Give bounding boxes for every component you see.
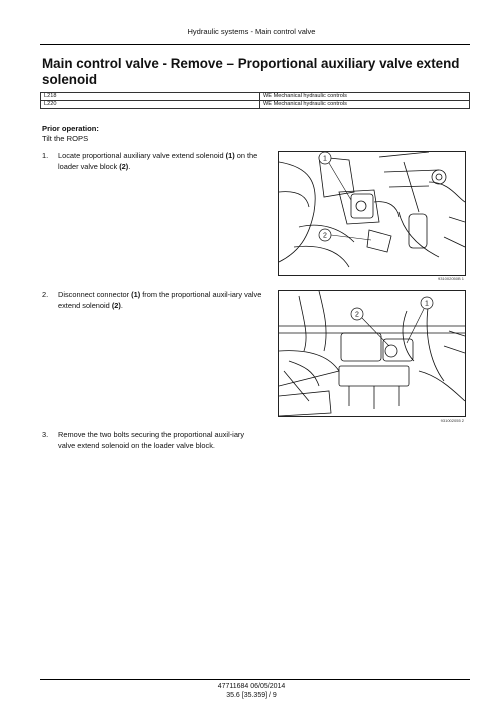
callout-1-label: 1 bbox=[323, 155, 327, 163]
step-number: 3. bbox=[42, 430, 49, 439]
callout-ref: (1) bbox=[131, 290, 141, 299]
callout-ref: (2) bbox=[111, 300, 121, 310]
page-title: Main control valve - Remove – Proportional auxiliary valve extend solenoid bbox=[42, 56, 460, 87]
callout-ref: (1) bbox=[225, 151, 235, 160]
model-cell: L218 bbox=[41, 93, 260, 101]
step-2 bbox=[42, 290, 267, 311]
callout-1-label: 1 bbox=[425, 300, 429, 308]
figure-2 bbox=[278, 290, 466, 417]
step-text: Remove the two bolts securing the proportional auxil-iary valve extend solenoid on the loader valve block. bbox=[58, 430, 245, 450]
step-number: 2. bbox=[42, 290, 49, 299]
step-text: . bbox=[128, 161, 131, 171]
footer-rule bbox=[40, 679, 470, 680]
model-table bbox=[40, 92, 470, 109]
footer-doc-ref: 47711684 06/05/2014 bbox=[217, 683, 286, 690]
figure-1-caption: 931002050B 1 bbox=[437, 276, 464, 281]
header-rule bbox=[40, 44, 470, 45]
figure-2-illustration bbox=[279, 291, 465, 416]
config-cell: WE Mechanical hydraulic controls bbox=[260, 93, 470, 101]
step-1 bbox=[42, 151, 267, 172]
figure-1-illustration bbox=[279, 152, 465, 275]
running-header: Hydraulic systems - Main control valve bbox=[187, 27, 316, 36]
prior-operation-text: Tilt the ROPS bbox=[42, 134, 89, 143]
prior-operation bbox=[42, 124, 99, 144]
callout-ref: (2) bbox=[119, 161, 129, 171]
step-number: 1. bbox=[42, 151, 49, 160]
prior-operation-label: Prior operation: bbox=[42, 124, 99, 133]
model-cell: L220 bbox=[41, 101, 260, 109]
step-text: from the proportional auxil-iary valve extend solenoid bbox=[58, 290, 262, 310]
step-text: on the loader valve block bbox=[58, 151, 258, 171]
table-row bbox=[41, 93, 470, 101]
callout-2-label: 2 bbox=[355, 311, 359, 319]
footer-page-number: 35.6 [35.359] / 9 bbox=[226, 692, 277, 699]
step-3 bbox=[42, 430, 267, 451]
table-row bbox=[41, 101, 470, 109]
step-text: Disconnect connector bbox=[58, 290, 132, 299]
callout-2-label: 2 bbox=[323, 232, 327, 240]
figure-1 bbox=[278, 151, 466, 276]
config-cell: WE Mechanical hydraulic controls bbox=[260, 101, 470, 109]
step-text: Locate proportional auxiliary valve extend solenoid bbox=[58, 151, 226, 160]
step-text: . bbox=[120, 300, 123, 310]
figure-2-caption: 931002055 2 bbox=[440, 418, 464, 423]
